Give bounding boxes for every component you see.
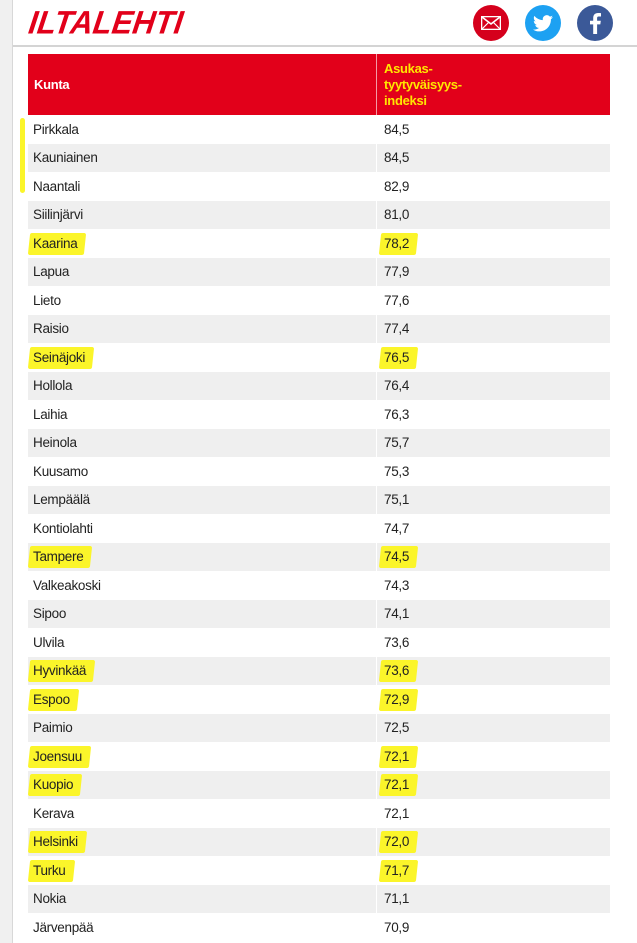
municipality-cell [28, 315, 377, 344]
satisfaction-table [28, 54, 610, 942]
table-body [28, 115, 610, 942]
index-cell [377, 543, 610, 572]
municipality-name: Siilinjärvi [33, 207, 83, 223]
municipality-cell [28, 856, 377, 885]
highlight-marker [20, 118, 25, 193]
index-value: 74,1 [384, 606, 410, 622]
municipality-cell [28, 913, 377, 942]
index-value: 73,6 [384, 663, 410, 679]
mail-icon [481, 16, 501, 30]
article-page [12, 0, 637, 943]
index-value: 76,5 [384, 349, 410, 365]
municipality-name: Heinola [33, 435, 77, 451]
index-cell [377, 343, 610, 372]
column-header-municipality[interactable]: Kunta [28, 54, 377, 115]
twitter-icon [533, 15, 553, 32]
share-twitter-button[interactable] [525, 5, 561, 41]
municipality-cell [28, 600, 377, 629]
municipality-name: Pirkkala [33, 121, 79, 137]
municipality-name: Sipoo [33, 606, 67, 622]
municipality-cell [28, 201, 377, 230]
index-value: 72,1 [384, 805, 410, 821]
table-row [28, 742, 610, 771]
index-value: 75,7 [384, 435, 410, 451]
table-row [28, 657, 610, 686]
municipality-cell [28, 714, 377, 743]
municipality-cell [28, 229, 377, 258]
municipality-cell [28, 343, 377, 372]
index-value: 84,5 [384, 121, 410, 137]
index-value: 76,4 [384, 378, 410, 394]
municipality-cell [28, 115, 377, 144]
index-cell [377, 429, 610, 458]
municipality-name: Hollola [33, 378, 73, 394]
index-cell [377, 372, 610, 401]
table-row [28, 172, 610, 201]
municipality-cell [28, 571, 377, 600]
municipality-name: Paimio [33, 720, 73, 736]
index-value: 82,9 [384, 178, 410, 194]
index-cell [377, 685, 610, 714]
municipality-cell [28, 429, 377, 458]
municipality-name: Kuusamo [33, 463, 88, 479]
table-row [28, 144, 610, 173]
table-row [28, 486, 610, 515]
index-cell [377, 400, 610, 429]
index-cell [377, 771, 610, 800]
index-cell [377, 486, 610, 515]
index-value: 72,1 [384, 777, 410, 793]
municipality-cell [28, 144, 377, 173]
index-cell [377, 856, 610, 885]
table-row [28, 685, 610, 714]
table-row [28, 885, 610, 914]
municipality-name: Järvenpää [33, 919, 94, 935]
table-row [28, 628, 610, 657]
municipality-cell [28, 628, 377, 657]
table-row [28, 372, 610, 401]
municipality-name: Lieto [33, 292, 61, 308]
index-cell [377, 628, 610, 657]
municipality-name: Kuopio [33, 777, 74, 793]
municipality-cell [28, 885, 377, 914]
municipality-cell [28, 771, 377, 800]
index-value: 71,1 [384, 891, 410, 907]
index-value: 78,2 [384, 235, 410, 251]
municipality-name: Nokia [33, 891, 67, 907]
index-cell [377, 514, 610, 543]
index-value: 72,9 [384, 691, 410, 707]
site-header [13, 0, 637, 47]
column-header-index[interactable] [377, 54, 610, 115]
table-row [28, 856, 610, 885]
municipality-name: Seinäjoki [33, 349, 86, 365]
municipality-name: Laihia [33, 406, 68, 422]
table-row [28, 799, 610, 828]
municipality-cell [28, 742, 377, 771]
municipality-cell [28, 828, 377, 857]
municipality-cell [28, 657, 377, 686]
municipality-name: Naantali [33, 178, 81, 194]
index-cell [377, 201, 610, 230]
index-cell [377, 258, 610, 287]
table-row [28, 714, 610, 743]
index-value: 77,6 [384, 292, 410, 308]
municipality-cell [28, 486, 377, 515]
index-cell [377, 144, 610, 173]
table-row [28, 771, 610, 800]
municipality-cell [28, 685, 377, 714]
municipality-name: Kauniainen [33, 150, 98, 166]
municipality-name: Hyvinkää [33, 663, 87, 679]
index-cell [377, 913, 610, 942]
index-cell [377, 828, 610, 857]
share-facebook-button[interactable] [577, 5, 613, 41]
municipality-name: Espoo [33, 691, 70, 707]
index-cell [377, 315, 610, 344]
table-row [28, 543, 610, 572]
index-cell [377, 657, 610, 686]
municipality-name: Valkeakoski [33, 577, 101, 593]
table-row [28, 457, 610, 486]
table-row [28, 258, 610, 287]
table-row [28, 400, 610, 429]
municipality-cell [28, 514, 377, 543]
municipality-name: Lapua [33, 264, 70, 280]
table-header [28, 54, 610, 115]
index-value: 70,9 [384, 919, 410, 935]
table-row [28, 600, 610, 629]
index-cell [377, 885, 610, 914]
municipality-cell [28, 799, 377, 828]
index-value: 74,5 [384, 549, 410, 565]
municipality-name: Ulvila [33, 634, 65, 650]
index-value: 76,3 [384, 406, 410, 422]
index-cell [377, 742, 610, 771]
table-row [28, 343, 610, 372]
index-value: 72,5 [384, 720, 410, 736]
table-row [28, 913, 610, 942]
table-row [28, 429, 610, 458]
table-row [28, 828, 610, 857]
municipality-cell [28, 372, 377, 401]
municipality-cell [28, 457, 377, 486]
municipality-name: Lempäälä [33, 492, 90, 508]
index-cell [377, 229, 610, 258]
table-row [28, 115, 610, 144]
municipality-name: Kerava [33, 805, 74, 821]
index-cell [377, 600, 610, 629]
facebook-icon [590, 13, 601, 34]
municipality-cell [28, 286, 377, 315]
iltalehti-logo[interactable]: ILTALEHTI [26, 4, 186, 41]
municipality-cell [28, 543, 377, 572]
index-value: 84,5 [384, 150, 410, 166]
table-row [28, 514, 610, 543]
index-value: 72,1 [384, 748, 410, 764]
index-value: 73,6 [384, 634, 410, 650]
index-value: 77,4 [384, 321, 410, 337]
index-value: 77,9 [384, 264, 410, 280]
column-header-index-label: Asukas-tyytyväisyys-indeksi [384, 60, 462, 108]
table-row [28, 571, 610, 600]
index-cell [377, 115, 610, 144]
municipality-name: Kontiolahti [33, 520, 93, 536]
municipality-cell [28, 172, 377, 201]
municipality-cell [28, 258, 377, 287]
municipality-name: Turku [33, 862, 66, 878]
municipality-name: Joensuu [33, 748, 82, 764]
index-value: 74,7 [384, 520, 410, 536]
index-cell [377, 286, 610, 315]
municipality-name: Raisio [33, 321, 69, 337]
municipality-name: Kaarina [33, 235, 78, 251]
municipality-cell [28, 400, 377, 429]
municipality-name: Helsinki [33, 834, 78, 850]
index-value: 71,7 [384, 862, 410, 878]
table-row [28, 229, 610, 258]
index-cell [377, 799, 610, 828]
index-cell [377, 571, 610, 600]
index-cell [377, 714, 610, 743]
index-cell [377, 172, 610, 201]
share-email-button[interactable] [473, 5, 509, 41]
index-cell [377, 457, 610, 486]
table-row [28, 201, 610, 230]
table-row [28, 315, 610, 344]
table-row [28, 286, 610, 315]
index-value: 75,3 [384, 463, 410, 479]
municipality-name: Tampere [33, 549, 84, 565]
index-value: 72,0 [384, 834, 410, 850]
index-value: 81,0 [384, 207, 410, 223]
index-value: 75,1 [384, 492, 410, 508]
index-value: 74,3 [384, 577, 410, 593]
